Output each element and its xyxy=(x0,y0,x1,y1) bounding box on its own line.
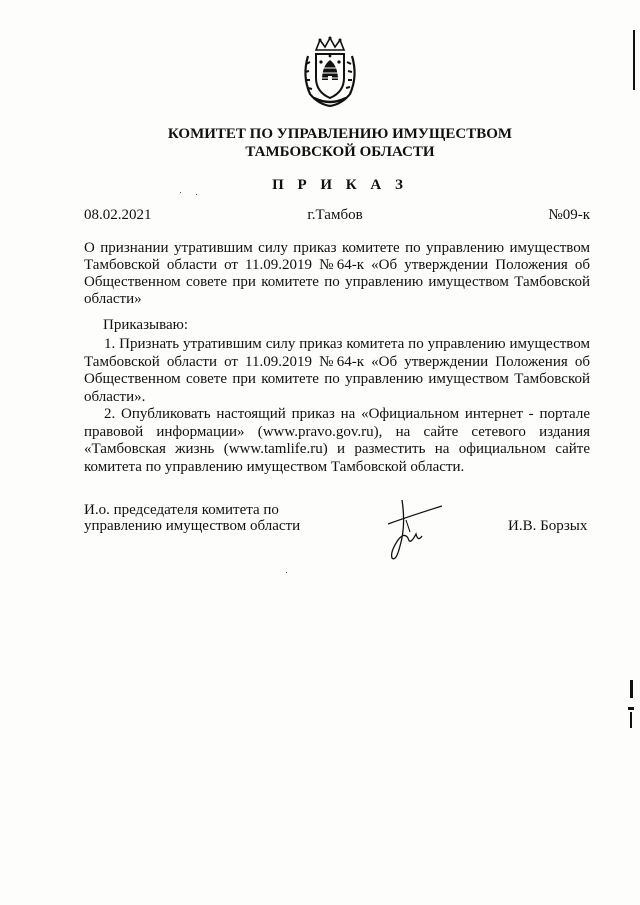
order-item: 1. Признать утратившим силу приказ комитета по управлению имуществом Тамбовской области от 11.09.2019 №64-к «Об утверждении Положения об Общественном совете при комитете по управлению имуществом Тамбовской области». xyxy=(84,336,590,405)
coat-of-arms-icon xyxy=(300,36,360,108)
scan-edge-mark xyxy=(630,680,633,698)
scan-edge-mark xyxy=(633,30,635,90)
organization-title xyxy=(80,125,600,161)
organization-title-line1: КОМИТЕТ ПО УПРАВЛЕНИЮ ИМУЩЕСТВОМ xyxy=(167,126,513,142)
document-city: г.Тамбов xyxy=(307,207,363,223)
scan-speck xyxy=(196,194,197,195)
signatory-name: И.В. Борзых xyxy=(508,518,588,534)
order-item: 2. Опубликовать настоящий приказ на «Официальном интернет - портале правовой информации» (www.pravo.gov.ru), на сайте сетевого издания «Тамбовская жизнь (www.tamlife.ru) и разместить на официальном сайте комитета по управлению имуществом Тамбовской области. xyxy=(84,406,590,475)
document-subject: О признании утратившим силу приказ комитете по управлению имуществом Тамбовской области от 11.09.2019 №64-к «Об утверждении Положения об Общественном совете при комитете по управлению имуществом Тамбовской области» xyxy=(84,240,590,307)
scan-edge-mark xyxy=(628,707,634,710)
document-date: 08.02.2021 xyxy=(84,207,152,223)
scan-speck xyxy=(180,192,181,193)
document-number: №09-к xyxy=(548,207,590,223)
signatory-position-line2: управлению имуществом области xyxy=(84,518,301,534)
document-type: П Р И К А З xyxy=(272,177,408,193)
handwritten-signature xyxy=(380,496,460,566)
signatory-position-line1: И.о. председателя комитета по xyxy=(84,502,279,518)
scan-speck xyxy=(286,572,287,573)
scan-edge-mark xyxy=(630,712,632,728)
organization-title-line2: ТАМБОВСКОЙ ОБЛАСТИ xyxy=(245,144,435,160)
signatory-position xyxy=(84,502,300,534)
order-intro: Приказываю: xyxy=(103,317,188,333)
order-items xyxy=(84,336,590,476)
